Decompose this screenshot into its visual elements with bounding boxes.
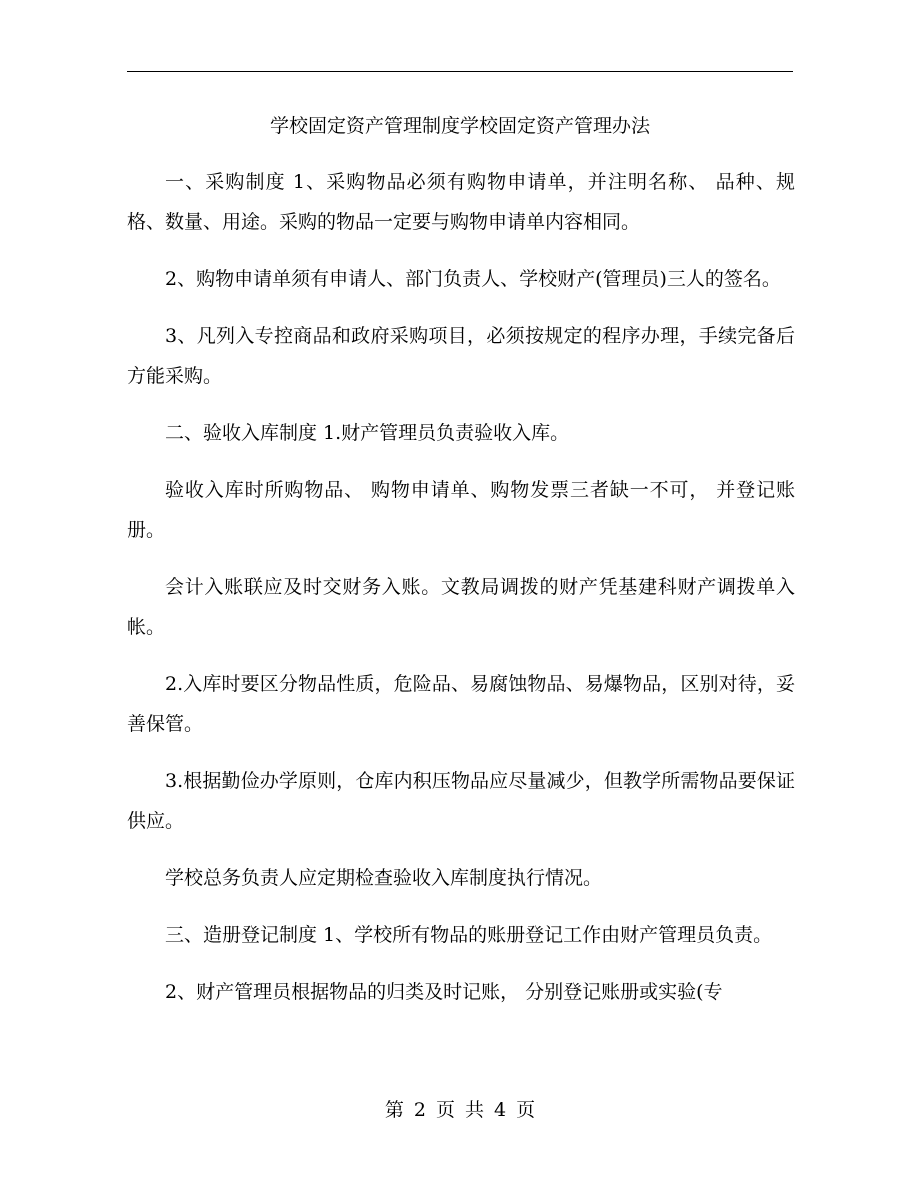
paragraph: 2、购物申请单须有申请人、部门负责人、学校财产(管理员)三人的签名。 xyxy=(165,268,781,290)
paragraph: 会计入账联应及时交财务入账。文教局调拨的财产凭基建科财产调拨单入帐。 xyxy=(127,576,795,638)
paragraph: 3.根据勤俭办学原则，仓库内积压物品应尽量减少，但教学所需物品要保证供应。 xyxy=(127,770,795,832)
paragraph: 2、财产管理员根据物品的归类及时记账， 分别登记账册或实验(专 xyxy=(165,981,723,1003)
paragraph: 3、凡列入专控商品和政府采购项目，必须按规定的程序办理，手续完备后方能采购。 xyxy=(127,325,795,387)
document-title: 学校固定资产管理制度学校固定资产管理办法 xyxy=(269,115,650,137)
header-divider xyxy=(127,71,793,72)
paragraph: 一、采购制度 1、采购物品必须有购物申请单，并注明名称、 品种、规格、数量、用途。采购的物品一定要与购物申请单内容相同。 xyxy=(127,171,795,233)
paragraph: 二、验收入库制度 1.财产管理员负责验收入库。 xyxy=(165,422,570,444)
page-number: 第 2 页 共 4 页 xyxy=(384,1099,536,1121)
paragraph: 三、造册登记制度 1、学校所有物品的账册登记工作由财产管理员负责。 xyxy=(165,924,773,946)
paragraph: 2.入库时要区分物品性质，危险品、易腐蚀物品、易爆物品，区别对待，妥善保管。 xyxy=(127,673,795,735)
document-body xyxy=(127,162,795,1029)
paragraph: 验收入库时所购物品、 购物申请单、购物发票三者缺一不可， 并登记账册。 xyxy=(127,479,795,541)
paragraph: 学校总务负责人应定期检查验收入库制度执行情况。 xyxy=(165,867,603,889)
